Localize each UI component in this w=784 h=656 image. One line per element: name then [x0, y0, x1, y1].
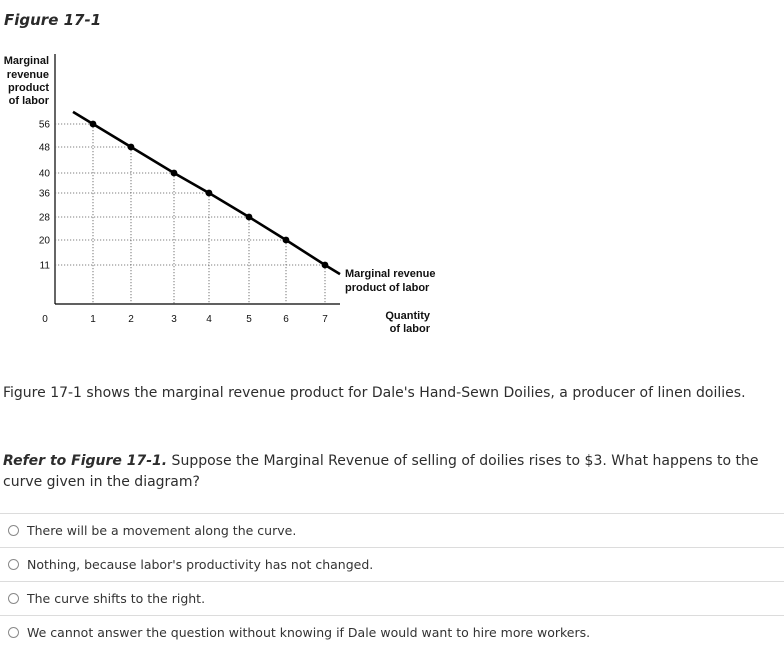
question-text [3, 451, 773, 493]
x-tick-label: 4 [206, 314, 212, 325]
answer-option-label: Nothing, because labor's productivity has not changed. [27, 557, 374, 572]
x-tick-label: 6 [283, 314, 289, 325]
x-axis-label-line: Quantity [385, 310, 430, 322]
y-tick-label: 28 [38, 212, 50, 224]
dotted-guide-lines [55, 124, 325, 304]
y-axis-label-line: Marginal [3, 55, 49, 67]
question-body: Suppose the Marginal Revenue of selling of doilies rises to $3. What happens to the curve given in the diagram? [3, 453, 759, 490]
y-axis-label-line: of labor [8, 95, 49, 107]
answer-options [0, 513, 784, 649]
y-tick-label: 20 [38, 235, 50, 247]
mrp-data-point [90, 121, 97, 128]
y-tick-label: 40 [38, 168, 50, 180]
x-axis-label [385, 310, 430, 335]
mrp-data-point [128, 144, 135, 151]
radio-button-icon[interactable] [8, 525, 19, 536]
answer-option-label: We cannot answer the question without knowing if Dale would want to hire more workers. [27, 625, 591, 640]
x-tick-label: 7 [322, 314, 328, 325]
answer-option[interactable] [0, 615, 784, 649]
answer-option[interactable] [0, 513, 784, 547]
origin-label: 0 [42, 314, 48, 325]
radio-button-icon[interactable] [8, 627, 19, 638]
figure-title: Figure 17-1 [4, 11, 102, 29]
x-tick-label: 3 [171, 314, 177, 325]
chart-axes [55, 54, 340, 304]
radio-button-icon[interactable] [8, 559, 19, 570]
x-tick-label: 2 [128, 314, 134, 325]
radio-button-icon[interactable] [8, 593, 19, 604]
intro-text: Figure 17-1 shows the marginal revenue product for Dale's Hand-Sewn Doilies, a producer of linen doilies. [3, 385, 746, 401]
curve-label-line: product of labor [345, 282, 430, 294]
mrp-data-point [171, 170, 178, 177]
answer-option[interactable] [0, 547, 784, 581]
answer-option-label: There will be a movement along the curve. [27, 523, 297, 538]
y-tick-label: 48 [38, 142, 50, 154]
x-tick-labels [90, 314, 328, 325]
y-tick-label: 11 [39, 260, 50, 272]
y-tick-labels [39, 120, 51, 272]
y-tick-label: 56 [38, 119, 50, 131]
curve-label [345, 268, 435, 294]
y-tick-label: 36 [38, 188, 50, 200]
answer-option[interactable] [0, 581, 784, 615]
curve-label-line: Marginal revenue [345, 268, 436, 280]
mrp-data-point [206, 190, 213, 197]
x-tick-label: 5 [246, 314, 252, 325]
x-axis-label-line: of labor [389, 323, 430, 335]
x-tick-label: 1 [90, 314, 96, 325]
mrp-data-point [246, 214, 253, 221]
mrp-data-point [322, 262, 329, 269]
question-ref-label: Refer to Figure 17-1. [3, 453, 168, 469]
y-axis-label-line: product [8, 82, 49, 94]
mrp-data-point [283, 237, 290, 244]
y-axis-label-line: revenue [6, 69, 49, 81]
answer-option-label: The curve shifts to the right. [27, 591, 206, 606]
y-axis-label [4, 55, 50, 107]
